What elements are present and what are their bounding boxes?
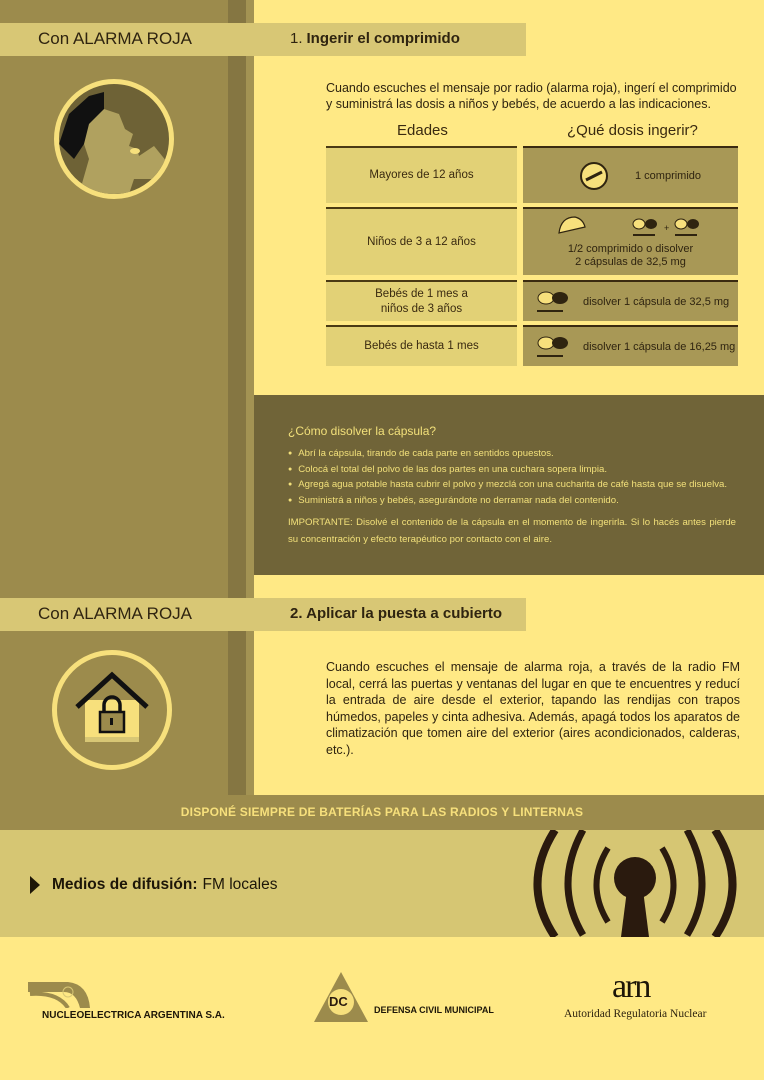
dose-cell: + 1/2 comprimido o disolver 2 cápsulas de 32,5 mg [523,207,738,275]
media-value: FM locales [202,876,278,893]
radio-antenna-icon [525,830,745,937]
house-lock-icon [52,650,172,770]
capsule-step: ● Abrí la cápsula, tirando de cada parte en sentidos opuestos. [288,446,727,462]
column-header-ages: Edades [397,122,448,139]
dose-cell: disolver 1 cápsula de 16,25 mg [523,325,738,366]
half-tablet-icon [557,215,587,235]
important-note: IMPORTANTE: Disolvé el contenido de la cápsula en el momento de ingerirla. Si lo hacés antes pierde su concentración y efecto terapéutico por contacto con el aire. [288,517,736,545]
dose-row [326,146,738,203]
arn-logo-mark: arn [612,968,650,1005]
dose-row [326,325,738,366]
capsule-step: ● Suministrá a niños y bebés, asegurándote no derramar nada del contenido. [288,493,727,509]
two-capsules-spoon-icon [631,217,703,241]
capsule-spoon-icon [535,334,571,360]
nucleoelectrica-logo-icon [28,982,92,1008]
section2-title: 2. Aplicar la puesta a cubierto [290,605,503,622]
person-taking-pill-icon [54,79,174,199]
age-cell: Bebés de 1 mes a niños de 3 años [326,280,517,321]
age-cell: Bebés de hasta 1 mes [326,325,517,366]
capsule-steps [288,446,727,508]
arn-name: Autoridad Regulatoria Nuclear [564,1008,707,1020]
dose-cell: 1 comprimido [523,146,738,203]
whole-tablet-icon [579,161,609,191]
battery-notice-bar [0,795,764,830]
capsule-spoon-icon [535,289,571,315]
capsule-question: ¿Cómo disolver la cápsula? [288,424,437,438]
age-cell: Mayores de 12 años [326,146,517,203]
battery-notice: DISPONÉ SIEMPRE DE BATERÍAS PARA LAS RADIOS Y LINTERNAS [180,805,584,819]
media-info [30,876,277,894]
section2-header [0,598,526,631]
alarm-tag: Con ALARMA ROJA [38,29,193,48]
triangle-bullet-icon [30,876,40,894]
defensa-civil-logo: DC [314,972,368,1022]
capsule-instructions-box [254,395,764,575]
capsule-step: ● Agregá agua potable hasta cubrir el polvo y mezclá con una cucharita de café hasta que se disuelva. [288,477,727,493]
left-stripe [228,0,246,795]
dose-cell: disolver 1 cápsula de 32,5 mg [523,280,738,321]
svg-text:+: + [664,223,670,233]
defensa-civil-name: DEFENSA CIVIL MUNICIPAL [374,1005,494,1015]
section2-text: Cuando escuches el mensaje de alarma roja, a través de la radio FM local, cerrá las puertas y ventanas del lugar en que te encuentres y reducí la entrada de aire desde el exterior, tapando las rendijas con trapos húmedos, papeles y cinta adhesiva. Además, apagá todos los aparatos de climatización que tomen aire del exterior (aires acondicionados, calderas, etc.). [326,660,740,757]
nucleoelectrica-name: NUCLEOELECTRICA ARGENTINA S.A. [42,1010,225,1021]
left-stripe-light [246,0,254,795]
age-cell: Niños de 3 a 12 años [326,207,517,275]
section1-intro: Cuando escuches el mensaje por radio (alarma roja), ingerí el comprimido y suministrá las dosis a niños y bebés, de acuerdo a las indicaciones. [326,81,737,111]
section1-header [0,23,526,56]
capsule-step: ● Colocá el total del polvo de las dos partes en una cuchara sopera limpia. [288,462,727,478]
section1-title: 1. Ingerir el comprimido [290,30,460,47]
dose-row [326,280,738,321]
alarm-tag: Con ALARMA ROJA [38,604,193,623]
media-label: Medios de difusión: [52,876,198,893]
column-header-dose: ¿Qué dosis ingerir? [567,122,698,139]
dose-row [326,207,738,275]
